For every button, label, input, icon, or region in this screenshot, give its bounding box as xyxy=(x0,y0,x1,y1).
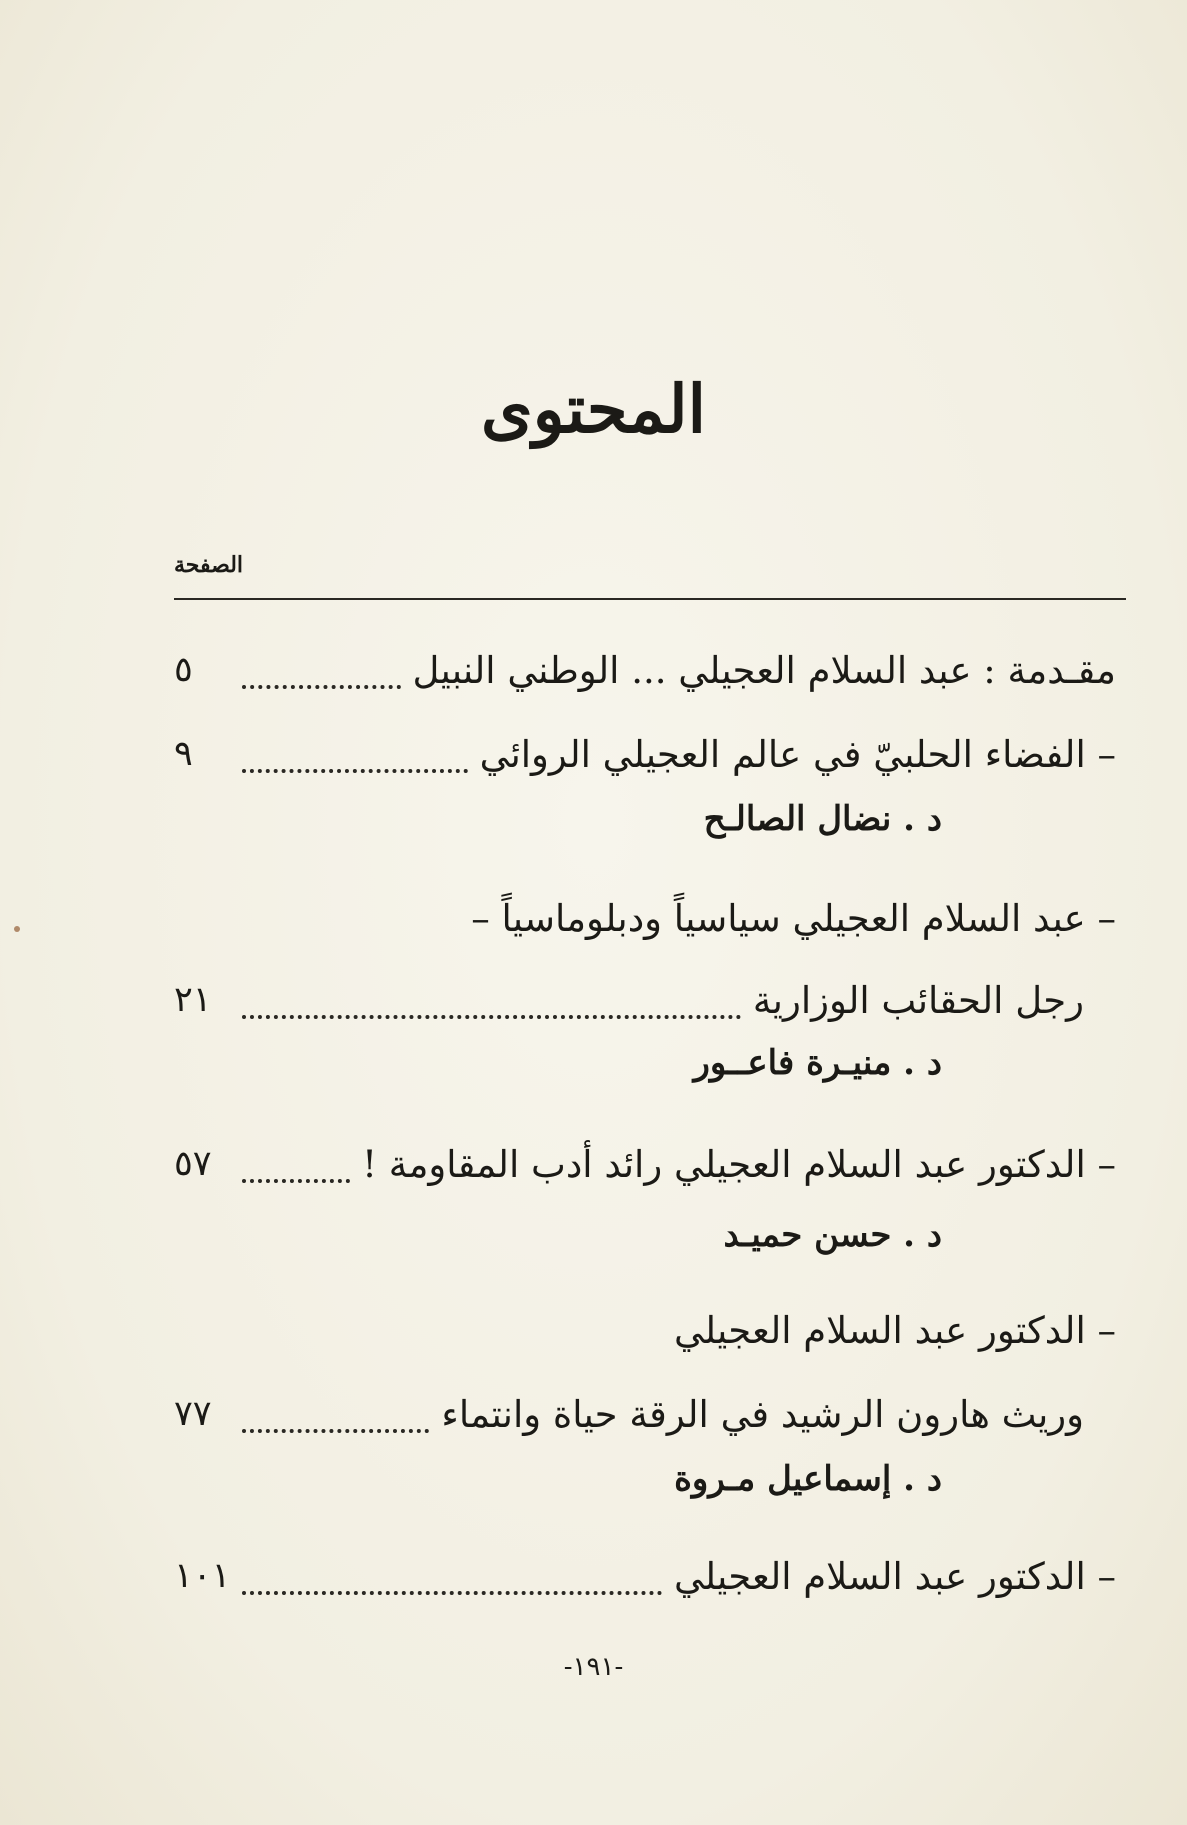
toc-entry-title: مقـدمة : عبد السلام العجيلي ... الوطني النبيل xyxy=(412,648,1116,692)
page-column-header: الصفحة xyxy=(174,552,244,578)
page-number: -١٩١- xyxy=(563,1652,624,1682)
dot-leader xyxy=(242,1575,662,1595)
toc-entry xyxy=(174,888,1116,948)
toc-entry-page: ٢١ xyxy=(174,980,212,1020)
toc-entry-page: ١٠١ xyxy=(174,1556,231,1596)
dot-leader xyxy=(242,669,401,689)
toc-entry xyxy=(174,1134,1116,1194)
toc-entry-page: ٧٧ xyxy=(174,1394,212,1434)
header-rule xyxy=(174,598,1126,600)
toc-entry xyxy=(174,640,1116,700)
toc-entry-title: – الدكتور عبد السلام العجيلي xyxy=(673,1308,1116,1352)
dot-leader xyxy=(242,1413,429,1433)
toc-entry-author: د . إسماعيل مـروة xyxy=(674,1459,942,1499)
dot-leader xyxy=(242,1163,350,1183)
paper-speck xyxy=(14,926,20,932)
toc-entry-author: د . نضال الصالـح xyxy=(703,799,942,839)
toc-entry-author: د . منيـرة فاعــور xyxy=(693,1043,942,1083)
toc-entry-title: – الدكتور عبد السلام العجيلي xyxy=(673,1554,1116,1598)
toc-entry xyxy=(174,1384,1084,1444)
toc-entry-author: د . حسن حميـد xyxy=(723,1215,942,1255)
toc-entry-page: ٥٧ xyxy=(174,1144,212,1184)
dot-leader xyxy=(242,999,741,1019)
toc-entry xyxy=(174,970,1084,1030)
toc-entry-title: رجل الحقائب الوزارية xyxy=(752,978,1084,1022)
toc-entry-title: – الدكتور عبد السلام العجيلي رائد أدب المقاومة ! xyxy=(362,1142,1116,1186)
toc-entry-page: ٩ xyxy=(174,734,193,774)
toc-entry xyxy=(174,1300,1116,1360)
toc-entry-title: – عبد السلام العجيلي سياسياً ودبلوماسياً – xyxy=(471,896,1116,940)
page-title: المحتوى xyxy=(481,370,706,448)
toc-entry-page: ٥ xyxy=(174,650,193,690)
toc-entry-title: – الفضاء الحلبيّ في عالم العجيلي الروائي xyxy=(479,732,1116,776)
dot-leader xyxy=(242,753,468,773)
toc-entry xyxy=(174,1546,1116,1606)
toc-entry xyxy=(174,724,1116,784)
toc-entry-title: وريث هارون الرشيد في الرقة حياة وانتماء xyxy=(441,1392,1084,1436)
